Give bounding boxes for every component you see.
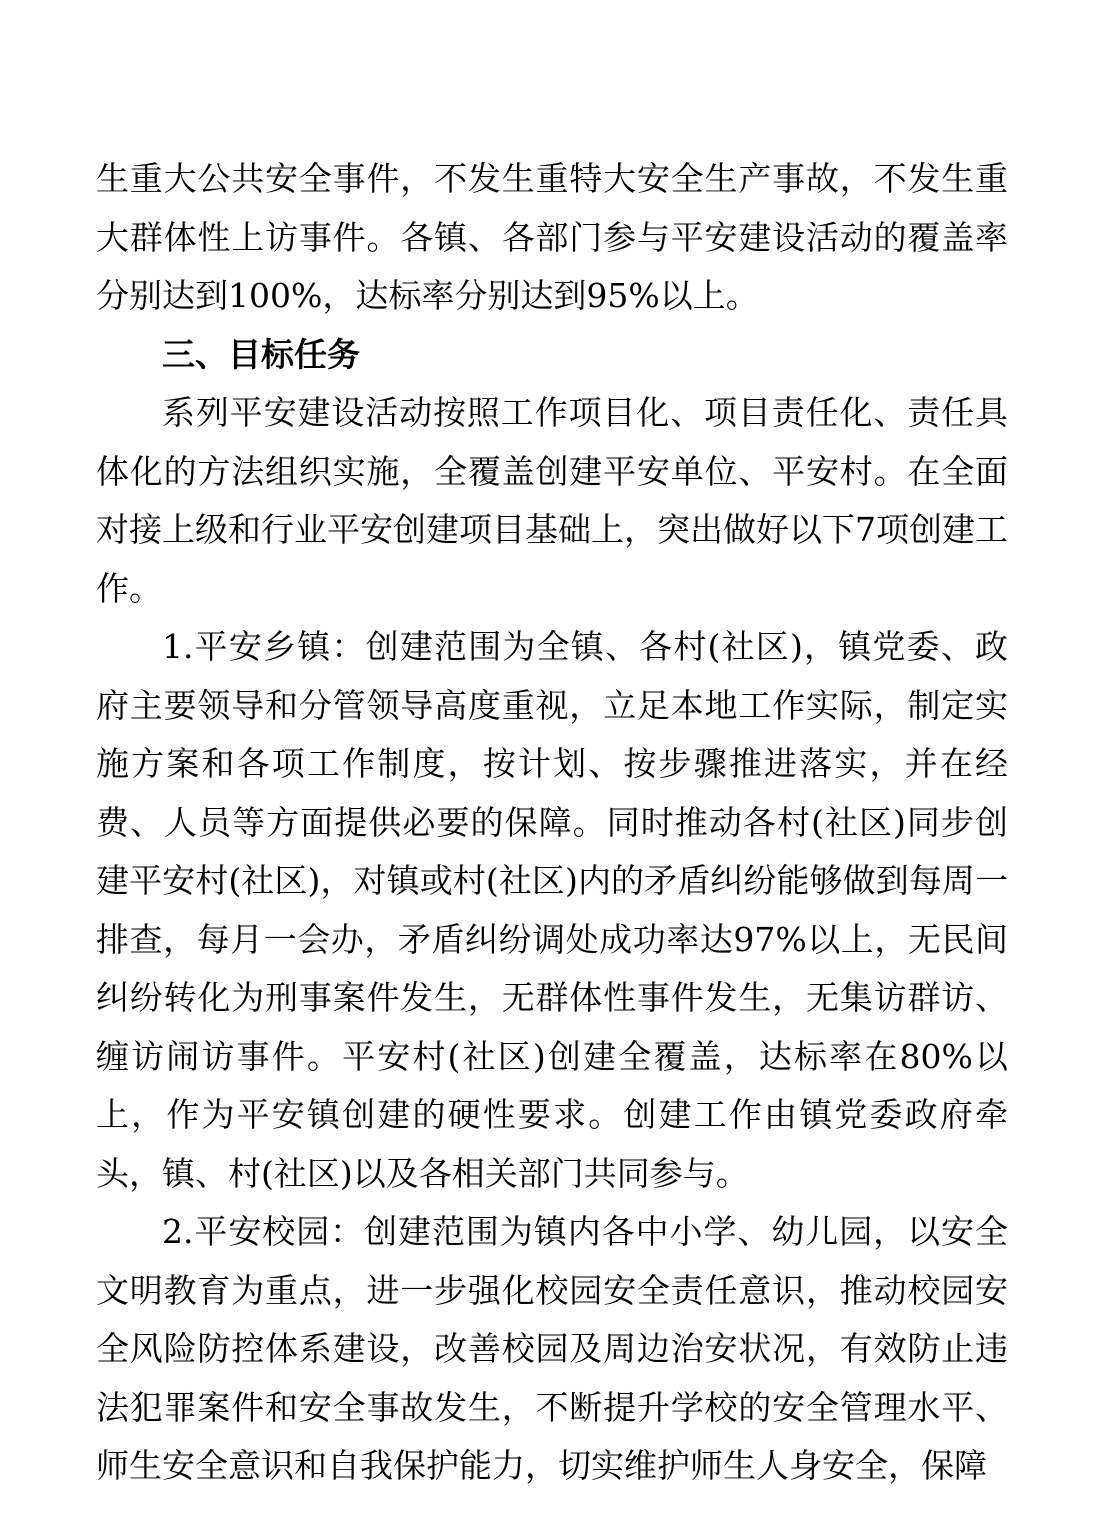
paragraph-item-2: 2.平安校园：创建范围为镇内各中小学、幼儿园，以安全文明教育为重点，进一步强化校园安全责任意识，推动校园安全风险防控体系建设，改善校园及周边治安状况，有效防止违法犯罪案件和安全事故发生，不断提升学校的安全管理水平、师生安全意识和自我保护能力，切实维护师生人身安全，保障 — [96, 1212, 1008, 1485]
section-heading: 三、目标任务 — [162, 334, 360, 374]
paragraph-continuation: 生重大公共安全事件，不发生重特大安全生产事故，不发生重大群体性上访事件。各镇、各部门参与平安建设活动的覆盖率分别达到100%，达标率分别达到95%以上。 — [96, 159, 1008, 315]
paragraph-item-1: 1.平安乡镇：创建范围为全镇、各村(社区)，镇党委、政府主要领导和分管领导高度重视，立足本地工作实际，制定实施方案和各项工作制度，按计划、按步骤推进落实，并在经费、人员等方面提供必要的保障。同时推动各村(社区)同步创建平安村(社区)，对镇或村(社区)内的矛盾纠纷能够做到每周一排查，每月一会办，矛盾纠纷调处成功率达97%以上，无民间纠纷转化为刑事案件发生，无群体性事件发生，无集访群访、缠访闹访事件。平安村(社区)创建全覆盖，达标率在80%以上，作为平安镇创建的硬性要求。创建工作由镇党委政府牵头，镇、村(社区)以及各相关部门共同参与。 — [96, 627, 1008, 1193]
paragraph-intro: 系列平安建设活动按照工作项目化、项目责任化、责任具体化的方法组织实施，全覆盖创建平安单位、平安村。在全面对接上级和行业平安创建项目基础上，突出做好以下7项创建工作。 — [96, 393, 1008, 608]
document-page — [96, 150, 1008, 1496]
